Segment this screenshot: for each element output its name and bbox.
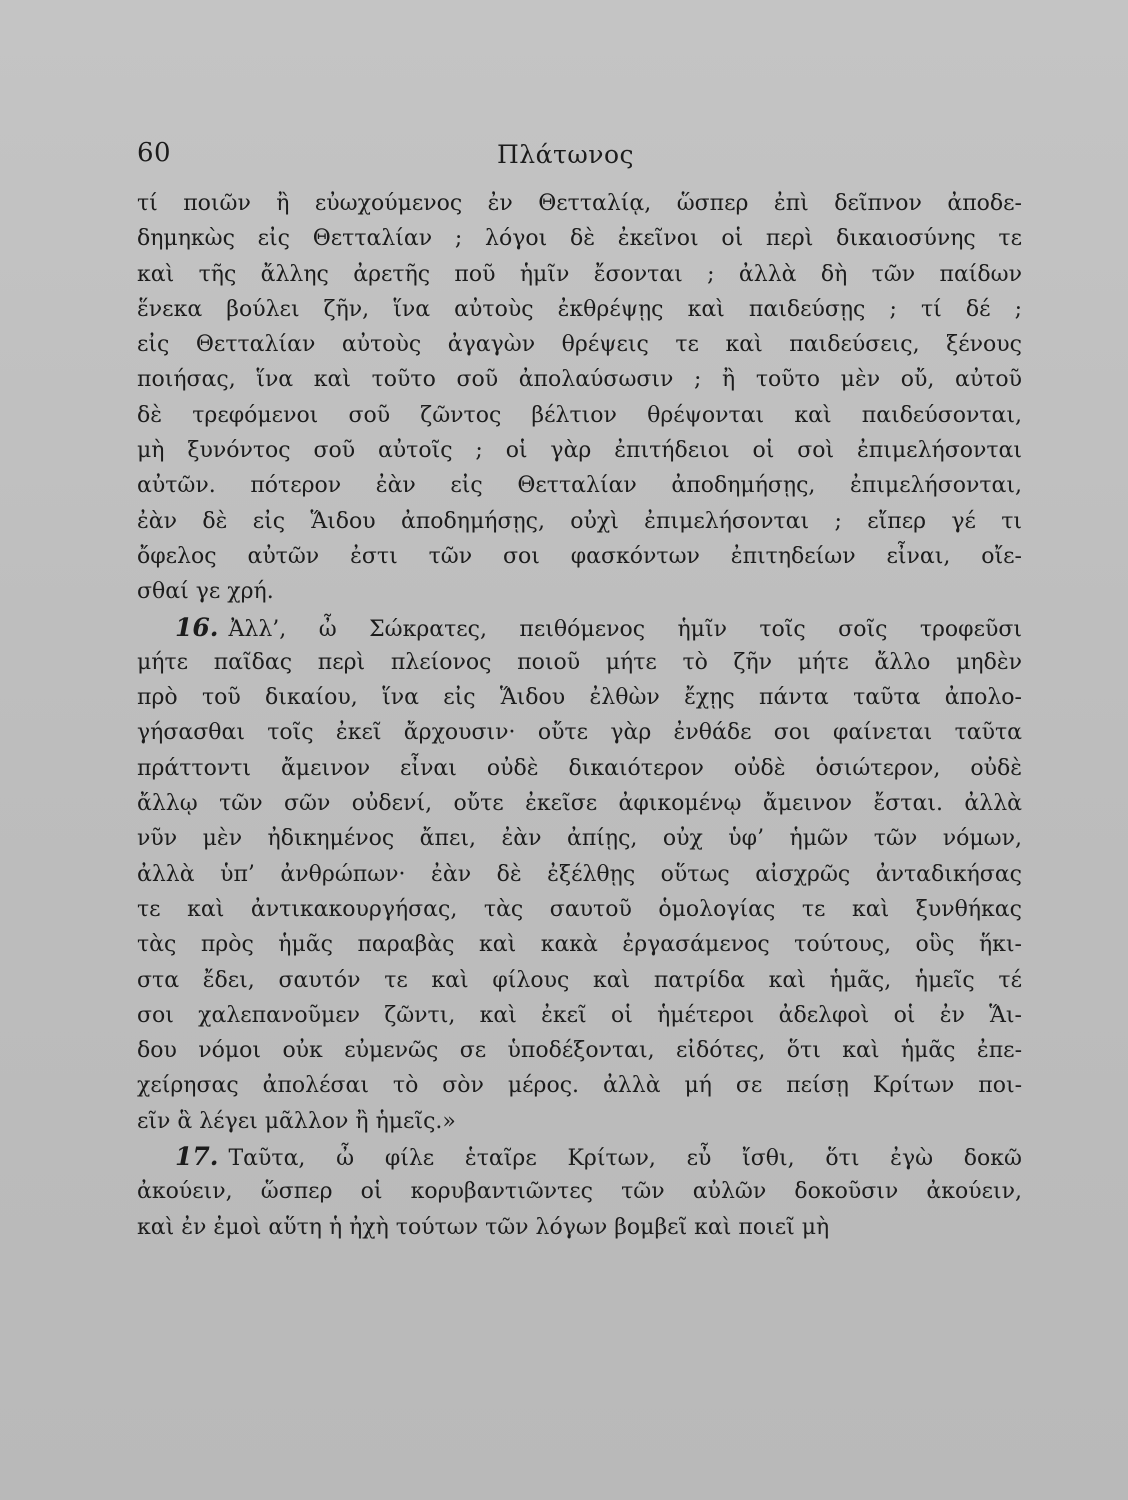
text-line: [137, 433, 1022, 468]
line-text: σοι χαλεπανοῦμεν ζῶντι, καὶ ἐκεῖ οἱ ἡμέτεροι ἀδελφοὶ οἱ ἐν Ἅι-: [137, 1002, 1022, 1028]
line-text: νῦν μὲν ἠδικημένος ἄπει, ἐὰν ἀπίῃς, οὐχ ὑφ’ ἡμῶν τῶν νόμων,: [137, 826, 1022, 852]
line-text: ἄλλῳ τῶν σῶν οὐδενί, οὔτε ἐκεῖσε ἀφικομένῳ ἄμεινον ἔσται. ἀλλὰ: [137, 791, 1022, 817]
line-text: τὰς πρὸς ἡμᾶς παραβὰς καὶ κακὰ ἐργασάμενος τούτους, οὓς ἥκι-: [137, 932, 1022, 958]
text-line: [137, 1139, 1022, 1174]
text-line: [137, 927, 1022, 962]
section-number: 17.: [175, 1142, 219, 1172]
text-line: [137, 892, 1022, 927]
text-line: [137, 786, 1022, 821]
line-text: πρὸ τοῦ δικαίου, ἵνα εἰς Ἅιδου ἐλθὼν ἔχῃς πάντα ταῦτα ἀπολο-: [137, 685, 1022, 711]
text-line: [137, 610, 1022, 645]
page-header: [0, 138, 1128, 178]
running-title: Πλάτωνος: [497, 140, 634, 169]
line-text: ὄφελος αὐτῶν ἐστι τῶν σοι φασκόντων ἐπιτηδείων εἶναι, οἴε-: [137, 543, 1022, 569]
body-text: [137, 186, 1022, 1245]
paragraph: [137, 186, 1022, 610]
paragraph: [137, 1139, 1022, 1245]
line-text: δου νόμοι οὐκ εὐμενῶς σε ὑποδέξονται, εἰδότες, ὅτι καὶ ἡμᾶς ἐπε-: [137, 1038, 1022, 1064]
text-line: [137, 1104, 1022, 1139]
line-text: τί ποιῶν ἢ εὐωχούμενος ἐν Θετταλίᾳ, ὥσπερ ἐπὶ δεῖπνον ἀποδε-: [137, 191, 1022, 216]
text-line: [137, 398, 1022, 433]
line-text: μὴ ξυνόντος σοῦ αὐτοῖς ; οἱ γὰρ ἐπιτήδειοι οἱ σοὶ ἐπιμελήσονται: [137, 438, 1022, 464]
text-line: [137, 186, 1022, 221]
line-text: εῖν ἃ λέγει μᾶλλον ἢ ἡμεῖς.»: [137, 1108, 456, 1134]
line-text: χείρησας ἀπολέσαι τὸ σὸν μέρος. ἀλλὰ μή σε πείσῃ Κρίτων ποι-: [137, 1073, 1022, 1099]
line-text: δὲ τρεφόμενοι σοῦ ζῶντος βέλτιον θρέψονται καὶ παιδεύσονται,: [137, 402, 1022, 428]
text-line: [137, 1174, 1022, 1209]
section-number: 16.: [175, 612, 219, 642]
text-line: [137, 1068, 1022, 1103]
text-line: [137, 715, 1022, 750]
text-line: [137, 257, 1022, 292]
line-text: Ταῦτα, ὦ φίλε ἑταῖρε Κρίτων, εὖ ἴσθι, ὅτι ἐγὼ δοκῶ: [228, 1146, 1022, 1172]
line-text: εἰς Θετταλίαν αὐτοὺς ἀγαγὼν θρέψεις τε καὶ παιδεύσεις, ξένους: [137, 332, 1022, 358]
text-line: [137, 504, 1022, 539]
paragraph: [137, 610, 1022, 1139]
text-line: [137, 680, 1022, 715]
line-text: ἀκούειν, ὥσπερ οἱ κορυβαντιῶντες τῶν αὐλῶν δοκοῦσιν ἀκούειν,: [137, 1179, 1022, 1205]
line-text: ποιήσας, ἵνα καὶ τοῦτο σοῦ ἀπολαύσωσιν ; ἢ τοῦτο μὲν οὔ, αὐτοῦ: [137, 367, 1022, 393]
line-text: καὶ ἐν ἐμοὶ αὕτη ἡ ἠχὴ τούτων τῶν λόγων βομβεῖ καὶ ποιεῖ μὴ: [137, 1214, 830, 1240]
line-text: στα ἔδει, σαυτόν τε καὶ φίλους καὶ πατρίδα καὶ ἡμᾶς, ἡμεῖς τέ: [137, 967, 1022, 993]
text-line: [137, 821, 1022, 856]
text-line: [137, 292, 1022, 327]
text-line: [137, 327, 1022, 362]
text-line: [137, 362, 1022, 397]
line-text: αὐτῶν. πότερον ἐὰν εἰς Θετταλίαν ἀποδημήσῃς, ἐπιμελήσονται,: [137, 473, 1022, 499]
line-text: τε καὶ ἀντικακουργήσας, τὰς σαυτοῦ ὁμολογίας τε καὶ ξυνθήκας: [137, 896, 1022, 922]
text-line: [137, 1210, 1022, 1245]
line-text: δημηκὼς εἰς Θετταλίαν ; λόγοι δὲ ἐκεῖνοι οἱ περὶ δικαιοσύνης τε: [137, 226, 1022, 252]
text-line: [137, 221, 1022, 256]
line-text: ἀλλὰ ὑπ’ ἀνθρώπων· ἐὰν δὲ ἐξέλθῃς οὕτως αἰσχρῶς ἀνταδικήσας: [137, 861, 1022, 887]
text-line: [137, 645, 1022, 680]
text-line: [137, 963, 1022, 998]
line-text: πράττοντι ἄμεινον εἶναι οὐδὲ δικαιότερον οὐδὲ ὁσιώτερον, οὐδὲ: [137, 755, 1022, 781]
text-line: [137, 539, 1022, 574]
line-text: ἐὰν δὲ εἰς Ἅιδου ἀποδημήσῃς, οὐχὶ ἐπιμελήσονται ; εἴπερ γέ τι: [137, 508, 1022, 534]
text-line: [137, 1033, 1022, 1068]
text-line: [137, 574, 1022, 609]
line-text: μήτε παῖδας περὶ πλείονος ποιοῦ μήτε τὸ ζῆν μήτε ἄλλο μηδὲν: [137, 649, 1022, 675]
line-text: Ἀλλ’, ὦ Σώκρατες, πειθόμενος ἡμῖν τοῖς σοῖς τροφεῦσι: [228, 616, 1022, 642]
line-text: ἕνεκα βούλει ζῆν, ἵνα αὐτοὺς ἐκθρέψῃς καὶ παιδεύσῃς ; τί δέ ;: [137, 296, 1022, 322]
line-text: σθαί γε χρή.: [137, 579, 274, 605]
text-line: [137, 857, 1022, 892]
line-text: γήσασθαι τοῖς ἐκεῖ ἄρχουσιν· οὔτε γὰρ ἐνθάδε σοι φαίνεται ταῦτα: [137, 720, 1022, 746]
text-line: [137, 468, 1022, 503]
text-line: [137, 751, 1022, 786]
page-number: 60: [137, 138, 172, 168]
text-line: [137, 998, 1022, 1033]
line-text: καὶ τῆς ἄλλης ἀρετῆς ποῦ ἡμῖν ἔσονται ; ἀλλὰ δὴ τῶν παίδων: [137, 261, 1022, 287]
